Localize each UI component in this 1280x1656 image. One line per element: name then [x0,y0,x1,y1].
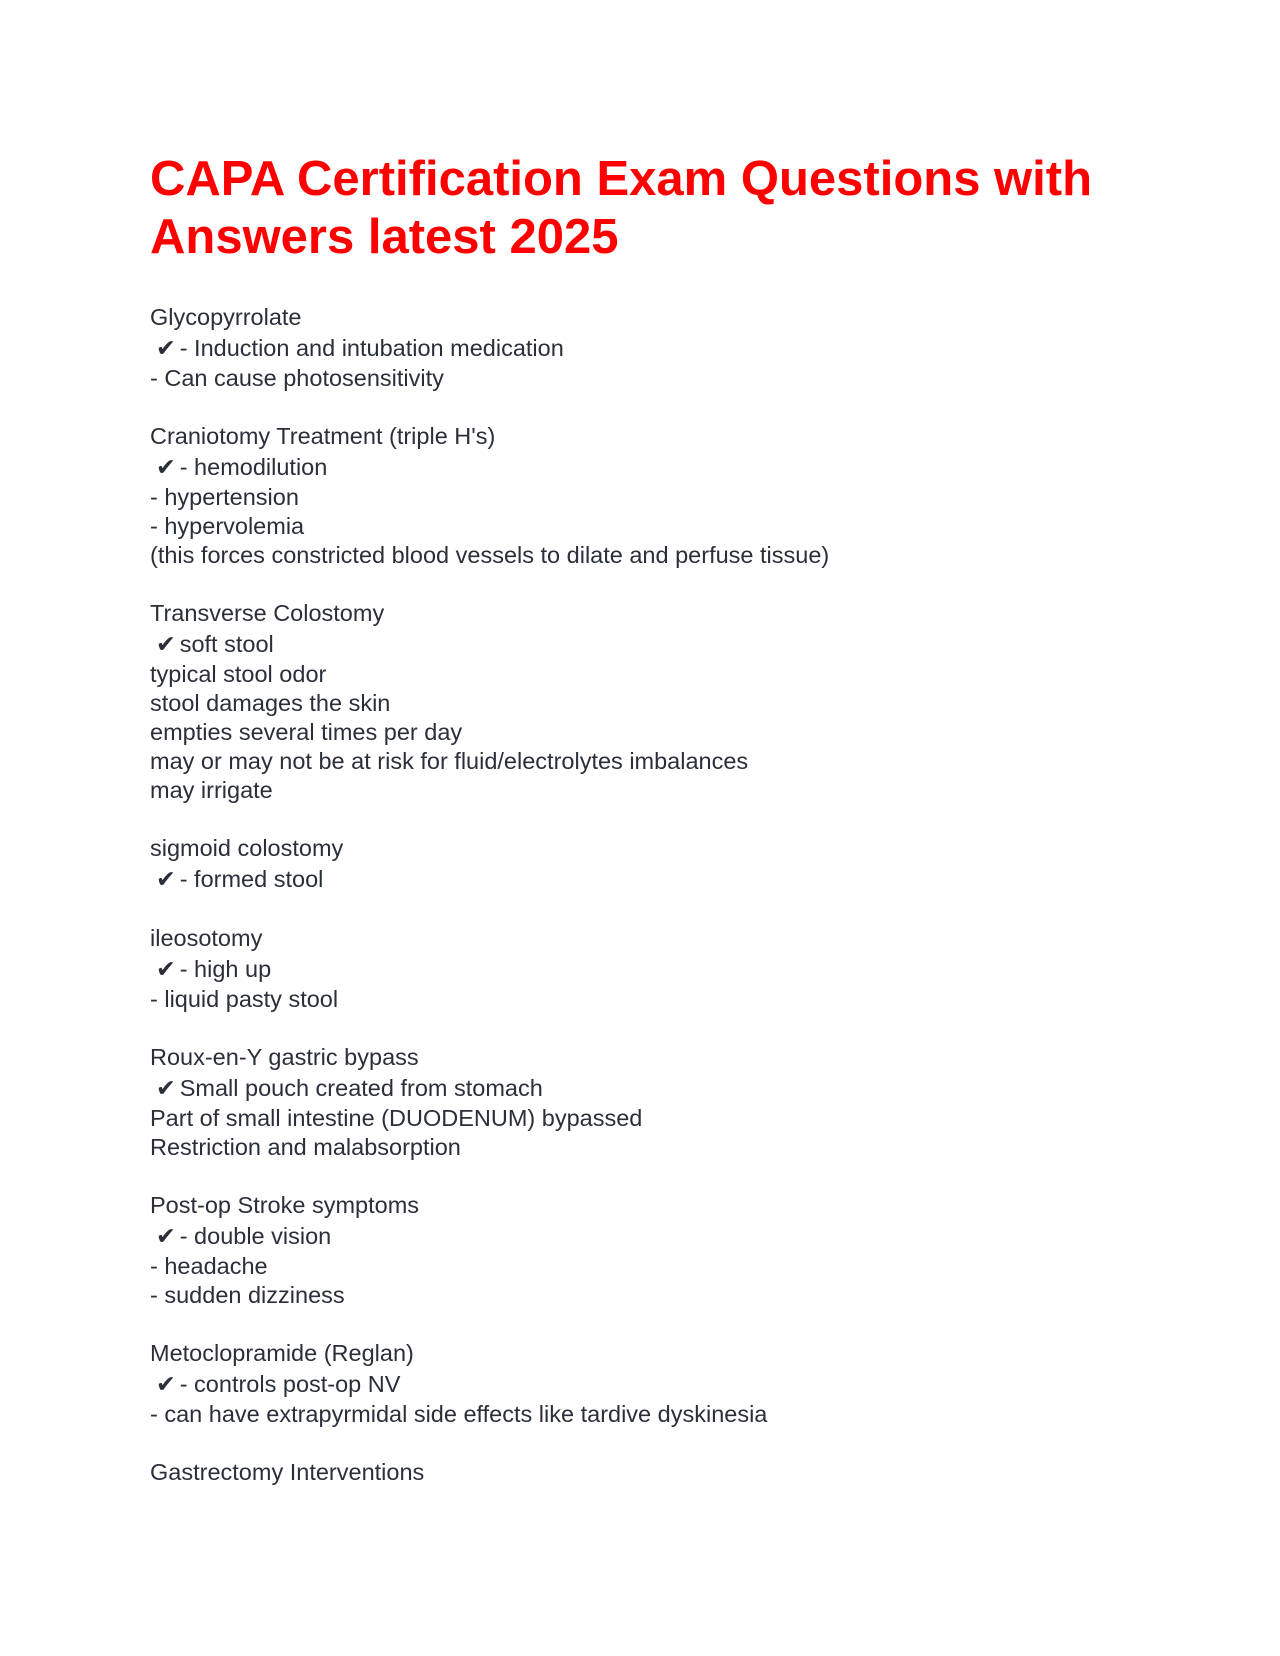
answer-line: - headache [150,1253,268,1279]
answer-text: soft stool [179,631,274,657]
answer-first-line [150,332,1150,364]
answer-line: Part of small intestine (DUODENUM) bypassed [150,1105,643,1131]
question-text: sigmoid colostomy [150,835,344,861]
question-text: Transverse Colostomy [150,600,385,626]
answer-line: Restriction and malabsorption [150,1134,461,1160]
answer-first-line [150,451,1150,483]
check-mark-icon: ✔ [156,956,176,982]
answer-text: - formed stool [179,866,324,892]
answer-first-line [150,953,1150,985]
question-text: Post-op Stroke symptoms [150,1192,420,1218]
answer-first-line [150,863,1150,895]
question-text: Glycopyrrolate [150,304,302,330]
check-mark-icon: ✔ [156,631,176,657]
check-mark-icon: ✔ [156,1371,176,1397]
answer-line: - hypervolemia [150,513,305,539]
answer-line: may or may not be at risk for fluid/electrolytes imbalances [150,748,749,774]
answer-line: may irrigate [150,777,273,803]
answer-first-line [150,628,1150,660]
answer-first-line [150,1072,1150,1104]
check-mark-icon: ✔ [156,335,176,361]
qa-item [150,1457,1150,1487]
question-text: ileosotomy [150,925,263,951]
qa-item [150,598,1150,805]
answer-text: - Induction and intubation medication [179,335,564,361]
qa-item [150,833,1150,895]
answer-line: empties several times per day [150,719,463,745]
document-title: CAPA Certification Exam Questions with Answers latest 2025 [150,152,1093,264]
question-text: Gastrectomy Interventions [150,1459,425,1485]
answer-line: typical stool odor [150,661,327,687]
answer-text: - hemodilution [179,454,328,480]
question-text: Metoclopramide (Reglan) [150,1340,414,1366]
qa-item [150,421,1150,570]
answer-text: Small pouch created from stomach [179,1075,543,1101]
answer-text: - high up [179,956,272,982]
answer-line: - liquid pasty stool [150,986,339,1012]
answer-line: - Can cause photosensitivity [150,365,444,391]
check-mark-icon: ✔ [156,1223,176,1249]
answer-line: - can have extrapyrmidal side effects like tardive dyskinesia [150,1401,768,1427]
qa-item [150,302,1150,393]
check-mark-icon: ✔ [156,454,176,480]
qa-item [150,1042,1150,1162]
check-mark-icon: ✔ [156,866,176,892]
answer-text: - controls post-op NV [179,1371,401,1397]
answer-line: - sudden dizziness [150,1282,345,1308]
answer-text: - double vision [179,1223,332,1249]
qa-item [150,1338,1150,1429]
answer-line: - hypertension [150,484,299,510]
qa-list [150,302,1150,1487]
answer-first-line [150,1368,1150,1400]
answer-first-line [150,1220,1150,1252]
qa-item [150,923,1150,1014]
answer-line: (this forces constricted blood vessels to dilate and perfuse tissue) [150,542,830,568]
document-content [150,150,1150,1515]
question-text: Roux-en-Y gastric bypass [150,1044,419,1070]
answer-line: stool damages the skin [150,690,391,716]
check-mark-icon: ✔ [156,1075,176,1101]
qa-item [150,1190,1150,1310]
question-text: Craniotomy Treatment (triple H's) [150,423,496,449]
